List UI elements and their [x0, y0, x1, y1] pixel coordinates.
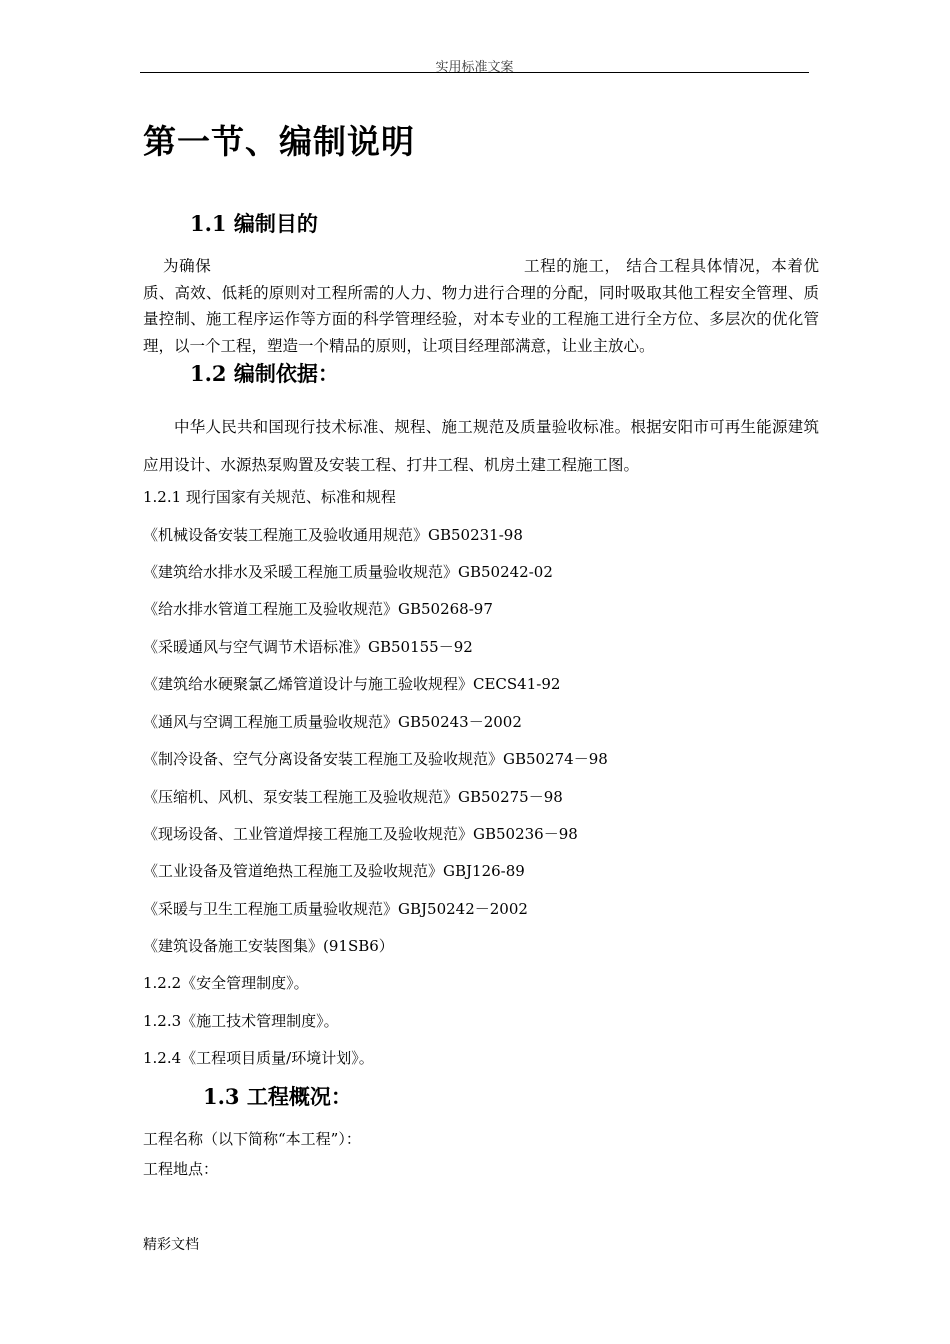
basis-item: 《压缩机、风机、泵安装工程施工及验收规范》GB50275－98 [143, 788, 563, 806]
basis-item: 《现场设备、工业管道焊接工程施工及验收规范》GB50236－98 [143, 825, 578, 843]
project-location-line: 工程地点： [143, 1160, 219, 1178]
header-rule [140, 72, 809, 73]
purpose-paragraph [143, 253, 819, 359]
basis-item: 《建筑给水硬聚氯乙烯管道设计与施工验收规程》CECS41-92 [143, 675, 561, 693]
heading-1-3: 1.3 工程概况： [203, 1084, 352, 1109]
project-name-line: 工程名称（以下简称“本工程”）： [143, 1130, 361, 1148]
page-header: 实用标准文案 [435, 60, 514, 75]
basis-item: 《建筑给水排水及采暖工程施工质量验收规范》GB50242-02 [143, 563, 553, 581]
basis-item: 《通风与空调工程施工质量验收规范》GB50243－2002 [143, 713, 522, 731]
page-footer: 精彩文档 [143, 1237, 199, 1253]
purpose-body: 工程的施工， 结合工程具体情况，本着优质、高效、低耗的原则对工程所需的人力、物力进行合理的分配，同时吸取其他工程安全管理、质量控制、施工程序运作等方面的科学管理经验，对本专业的工程施工进行全方位、多层次的优化管理，以一个工程，塑造一个精品的原则，让项目经理部满意，让业主放心。 [143, 257, 819, 355]
basis-paragraph: 中华人民共和国现行技术标准、规程、施工规范及质量验收标准。根据安阳市可再生能源建筑应用设计、水源热泵购置及安装工程、打井工程、机房土建工程施工图。 [143, 418, 819, 474]
basis-item: 1.2.3《施工技术管理制度》。 [143, 1012, 339, 1030]
heading-1-1: 1.1 编制目的 [190, 211, 318, 236]
basis-item: 《采暖与卫生工程施工质量验收规范》GBJ50242－2002 [143, 900, 528, 918]
basis-item: 《采暖通风与空气调节术语标准》GB50155－92 [143, 638, 473, 656]
basis-item: 1.2.4《工程项目质量/环境计划》。 [143, 1049, 374, 1067]
heading-1-2: 1.2 编制依据： [190, 361, 339, 386]
purpose-lead: 为确保 [163, 257, 212, 275]
basis-item: 《制冷设备、空气分离设备安装工程施工及验收规范》GB50274－98 [143, 750, 608, 768]
basis-item: 1.2.1 现行国家有关规范、标准和规程 [143, 488, 396, 506]
basis-item: 《给水排水管道工程施工及验收规范》GB50268-97 [143, 600, 493, 618]
chapter-title: 第一节、编制说明 [143, 122, 415, 161]
basis-item: 1.2.2《安全管理制度》。 [143, 974, 309, 992]
basis-item: 《机械设备安装工程施工及验收通用规范》GB50231-98 [143, 526, 523, 544]
basis-item: 《工业设备及管道绝热工程施工及验收规范》GBJ126-89 [143, 862, 525, 880]
basis-item: 《建筑设备施工安装图集》(91SB6） [143, 937, 394, 955]
